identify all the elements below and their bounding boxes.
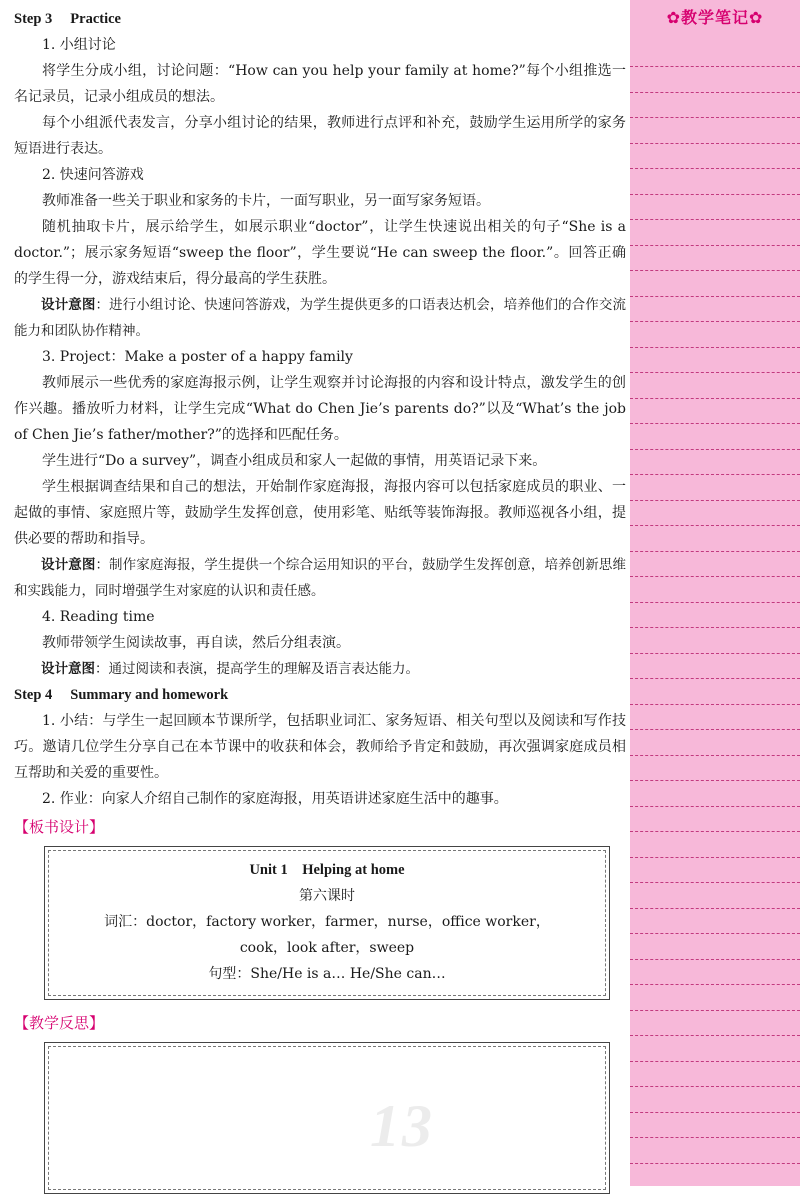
notes-rule-line <box>630 347 800 348</box>
reflection-frame <box>44 1042 610 1194</box>
reflection-heading: 【教学反思】 <box>14 1014 105 1032</box>
notes-column <box>630 0 800 1186</box>
notes-rule-line <box>630 678 800 679</box>
notes-rule-line <box>630 1137 800 1138</box>
notes-rule-line <box>630 1086 800 1087</box>
notes-rule-line <box>630 576 800 577</box>
notes-rule-line <box>630 372 800 373</box>
item3-paragraph-2: 学生进行“Do a survey”，调查小组成员和家人一起做的事情，用英语记录下来。 <box>42 453 547 469</box>
notes-rule-line <box>630 245 800 246</box>
notes-rule-line <box>630 423 800 424</box>
notes-rule-line <box>630 219 800 220</box>
notes-rule-line <box>630 984 800 985</box>
notes-rule-line <box>630 474 800 475</box>
board-design-heading: 【板书设计】 <box>14 818 105 836</box>
item2-paragraph-2: 随机抽取卡片，展示给学生，如展示职业“doctor”，让学生快速说出相关的句子“She is a doctor.”；展示家务短语“sweep the floor”，学生要说“He can sweep the floor.”。回答正确的学生得一分，游戏结束后，得分最高的学生获胜。 <box>14 219 626 287</box>
item4-paragraph-1: 教师带领学生阅读故事，再自读，然后分组表演。 <box>42 635 350 651</box>
notes-rule-line <box>630 194 800 195</box>
board-design-frame <box>44 846 610 1000</box>
notes-rule-line <box>630 1061 800 1062</box>
notes-title: ✿教学笔记✿ <box>666 8 764 27</box>
board-vocab-line-1: 词汇：doctor，factory worker，farmer，nurse，office worker， <box>104 914 550 930</box>
design-intent-3 <box>14 656 626 682</box>
step3-label: Step 3 <box>14 11 53 27</box>
notes-rule-line <box>630 92 800 93</box>
design-intent-2 <box>14 552 626 604</box>
design-intent-label: 设计意图 <box>41 661 95 677</box>
notes-rule-line <box>630 933 800 934</box>
notes-rule-line <box>630 729 800 730</box>
notes-rule-line <box>630 1035 800 1036</box>
item1-paragraph-2: 每个小组派代表发言，分享小组讨论的结果，教师进行点评和补充，鼓励学生运用所学的家务短语进行表达。 <box>14 115 626 157</box>
notes-rule-line <box>630 551 800 552</box>
step4-title: Summary and homework <box>70 687 229 703</box>
notes-rule-line <box>630 270 800 271</box>
notes-rule-line <box>630 755 800 756</box>
design-intent-1 <box>14 292 626 344</box>
notes-rule-line <box>630 1112 800 1113</box>
main-content <box>14 6 626 1194</box>
notes-rule-line <box>630 806 800 807</box>
page-number: 13 <box>370 1093 434 1159</box>
summary-paragraph: 1. 小结：与学生一起回顾本节课所学，包括职业词汇、家务短语、相关句型以及阅读和写作技巧。邀请几位学生分享自己在本节课中的收获和体会，教师给予肯定和鼓励，再次强调家庭成员相互帮助和关爱的重要性。 <box>14 713 626 781</box>
step4-heading <box>14 682 626 708</box>
notes-rule-line <box>630 398 800 399</box>
notes-rule-line <box>630 908 800 909</box>
notes-rule-line <box>630 653 800 654</box>
design-intent-label: 设计意图 <box>41 297 96 313</box>
item1-title: 1. 小组讨论 <box>42 37 116 53</box>
notes-rule-line <box>630 525 800 526</box>
notes-rule-line <box>630 1010 800 1011</box>
board-lesson: 第六课时 <box>299 888 355 904</box>
notes-rule-line <box>630 831 800 832</box>
board-pattern: 句型：She/He is a… He/She can… <box>208 966 446 982</box>
item4-title: 4. Reading time <box>42 609 155 625</box>
item2-title: 2. 快速问答游戏 <box>42 167 144 183</box>
design-intent-text: ：进行小组讨论、快速问答游戏，为学生提供更多的口语表达机会，培养他们的合作交流能力和团队协作精神。 <box>14 297 627 339</box>
notes-rule-line <box>630 780 800 781</box>
step3-heading <box>14 6 626 32</box>
item3-title: 3. Project：Make a poster of a happy family <box>42 349 353 365</box>
item3-paragraph-1: 教师展示一些优秀的家庭海报示例，让学生观察并讨论海报的内容和设计特点，激发学生的创作兴趣。播放听力材料，让学生完成“What do Chen Jie’s parents do?”以及“What’s the job of Chen Jie’s father/mother?”的选择和匹配任务。 <box>14 375 626 443</box>
item3-paragraph-3: 学生根据调查结果和自己的想法，开始制作家庭海报，海报内容可以包括家庭成员的职业、一起做的事情、家庭照片等，鼓励学生发挥创意，使用彩笔、贴纸等装饰海报。教师巡视各小组，提供必要的帮助和指导。 <box>14 479 626 547</box>
step4-label: Step 4 <box>14 687 53 703</box>
notes-rule-line <box>630 117 800 118</box>
notes-rule-line <box>630 857 800 858</box>
design-intent-label: 设计意图 <box>41 557 96 573</box>
notes-rule-line <box>630 602 800 603</box>
notes-rule-line <box>630 500 800 501</box>
notes-rule-line <box>630 168 800 169</box>
notes-rule-line <box>630 143 800 144</box>
item1-paragraph-1: 将学生分成小组，讨论问题：“How can you help your family at home?”每个小组推选一名记录员，记录小组成员的想法。 <box>14 63 626 105</box>
item2-paragraph-1: 教师准备一些关于职业和家务的卡片，一面写职业，另一面写家务短语。 <box>42 193 490 209</box>
notes-rule-line <box>630 959 800 960</box>
step3-title: Practice <box>70 11 121 27</box>
notes-rule-line <box>630 449 800 450</box>
notes-rule-line <box>630 1163 800 1164</box>
board-vocab-line-2: cook，look after，sweep <box>239 940 415 956</box>
notes-rule-line <box>630 704 800 705</box>
notes-rule-line <box>630 321 800 322</box>
notes-rule-line <box>630 66 800 67</box>
notes-rule-line <box>630 296 800 297</box>
homework-paragraph: 2. 作业：向家人介绍自己制作的家庭海报，用英语讲述家庭生活中的趣事。 <box>42 791 508 807</box>
notes-rule-line <box>630 882 800 883</box>
design-intent-text: ：制作家庭海报，学生提供一个综合运用知识的平台，鼓励学生发挥创意，培养创新思维和实践能力，同时增强学生对家庭的认识和责任感。 <box>14 557 627 599</box>
design-intent-text: ：通过阅读和表演，提高学生的理解及语言表达能力。 <box>95 661 419 677</box>
board-unit-title: Unit 1 Helping at home <box>249 862 405 878</box>
notes-rule-line <box>630 627 800 628</box>
